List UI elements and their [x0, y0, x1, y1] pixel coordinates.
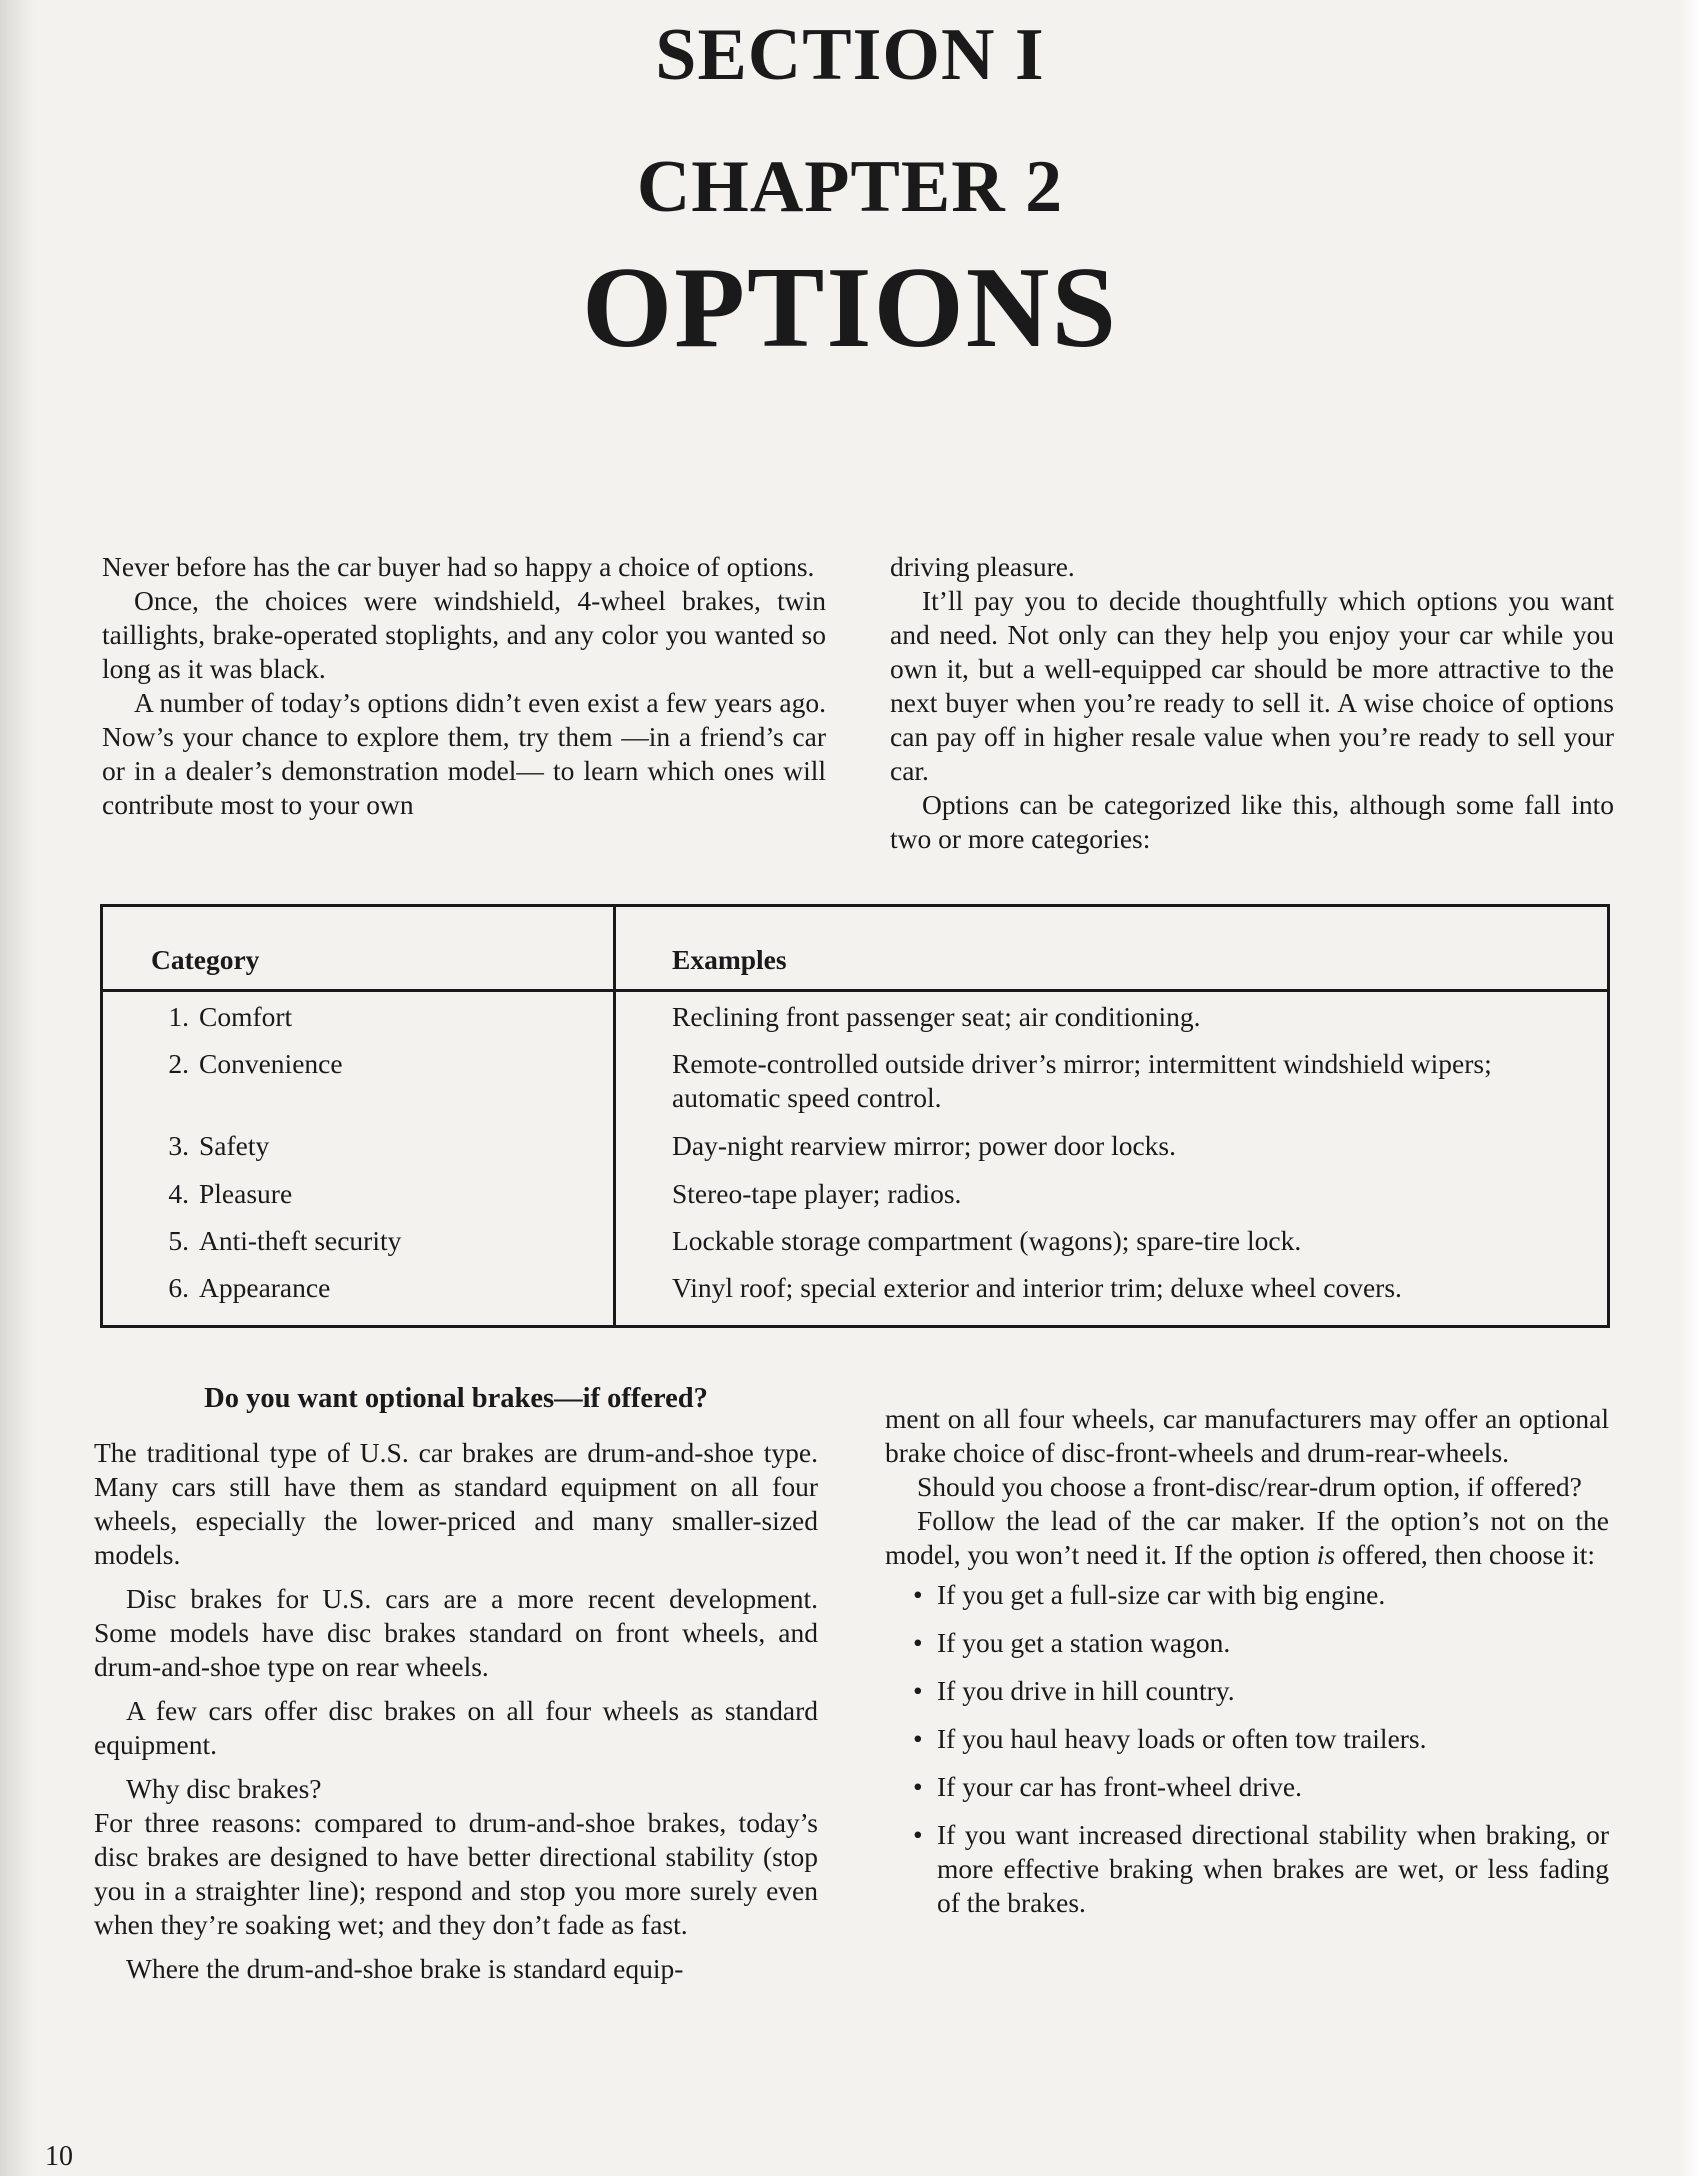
brakes-paragraph: Where the drum-and-shoe brake is standard equip- — [126, 1953, 684, 1984]
category-cell — [102, 1165, 615, 1212]
examples-cell: Vinyl roof; special exterior and interior trim; deluxe wheel covers. — [672, 1272, 1402, 1304]
list-item — [885, 1578, 1609, 1612]
category-name: Convenience — [199, 1048, 343, 1080]
table-row — [102, 1035, 1609, 1117]
page-number: 10 — [45, 2141, 73, 2172]
category-name: Appearance — [199, 1272, 331, 1304]
bullet-icon: • — [913, 1675, 923, 1706]
brakes-text: Follow the lead of the car maker. If the option’s not on the model, you won’t need it. If the option — [885, 1505, 1609, 1570]
list-item — [885, 1770, 1609, 1804]
bullet-icon: • — [913, 1627, 923, 1658]
chapter-header — [0, 14, 1700, 372]
emphasis-word: is — [1316, 1539, 1336, 1570]
brakes-paragraph — [885, 1504, 1609, 1572]
intro-paragraph: Never before has the car buyer had so happy a choice of options. — [102, 551, 815, 582]
category-name: Safety — [199, 1130, 270, 1162]
examples-cell: Reclining front passenger seat; air conditioning. — [672, 1001, 1201, 1032]
examples-cell: Stereo-tape player; radios. — [672, 1177, 962, 1209]
bullet-icon: • — [913, 1723, 923, 1754]
intro-paragraph-continued: driving pleasure. — [890, 551, 1075, 582]
list-item — [885, 1722, 1609, 1756]
brakes-column-right — [885, 1402, 1609, 1934]
intro-paragraph: It’ll pay you to decide thoughtfully which options you want and need. Not only can they help you enjoy your car while you own it, but a well-equipped car should be more attractive to the next buyer when you’re ready to sell it. A wise choice of options can pay off in higher resale value when you’re ready to sell your car. — [890, 585, 1614, 786]
list-item-text: If you get a station wagon. — [937, 1627, 1231, 1658]
list-item-text: If you drive in hill country. — [937, 1675, 1235, 1706]
brakes-paragraph: For three reasons: compared to drum-and-shoe brakes, today’s disc brakes are designed to have better directional stability (stop you in a straighter line); respond and stop you more surely even when they’re soaking wet; and they don’t fade as fast. — [94, 1807, 818, 1940]
list-item-text: If you want increased directional stability when braking, or more effective braking when brakes are wet, or less fading of the brakes. — [937, 1819, 1609, 1918]
intro-paragraph: Once, the choices were windshield, 4-wheel brakes, twin taillights, brake-operated stoplights, and any color you wanted so long as it was black. — [102, 585, 826, 684]
table-row — [102, 991, 1609, 1036]
intro-paragraph: A number of today’s options didn’t even exist a few years ago. Now’s your chance to explore them, try them —in a friend’s car or in a dealer’s demonstration model— to learn which ones will contribute most to your own — [102, 687, 826, 820]
header-examples: Examples — [615, 906, 1609, 991]
intro-paragraph: Options can be categorized like this, although some fall into two or more categories: — [890, 789, 1614, 854]
list-item — [885, 1818, 1609, 1920]
brakes-paragraph-continued: ment on all four wheels, car manufacturers may offer an optional brake choice of disc-front-wheels and drum-rear-wheels. — [885, 1403, 1609, 1468]
category-number: 3. — [168, 1130, 189, 1162]
brakes-column-left — [94, 1382, 818, 1986]
category-number: 4. — [168, 1177, 189, 1209]
category-number: 1. — [168, 1001, 189, 1032]
category-cell — [102, 991, 615, 1036]
category-number: 6. — [168, 1272, 189, 1304]
category-name: Pleasure — [199, 1177, 293, 1209]
brake-reasons-list — [885, 1578, 1609, 1920]
examples-cell: Remote-controlled outside driver’s mirror; intermittent windshield wipers; automatic speed control. — [672, 1048, 1492, 1114]
table-row — [102, 1117, 1609, 1164]
bullet-icon: • — [913, 1579, 923, 1610]
table-row — [102, 1259, 1609, 1326]
chapter-title: OPTIONS — [581, 244, 1119, 372]
category-number: 2. — [168, 1048, 189, 1080]
category-number: 5. — [168, 1224, 189, 1256]
options-table — [100, 904, 1610, 1328]
category-name: Anti-theft security — [199, 1224, 402, 1256]
brakes-heading: Do you want optional brakes—if offered? — [204, 1383, 708, 1414]
category-cell — [102, 1212, 615, 1259]
list-item — [885, 1674, 1609, 1708]
brakes-text: offered, then choose it: — [1342, 1539, 1596, 1570]
bullet-icon: • — [913, 1771, 923, 1802]
category-name: Comfort — [199, 1001, 293, 1032]
examples-cell: Day-night rearview mirror; power door locks. — [672, 1130, 1177, 1162]
brakes-question: Why disc brakes? — [126, 1773, 322, 1804]
intro-column-right — [890, 550, 1614, 856]
table-row — [102, 1212, 1609, 1259]
list-item-text: If you get a full-size car with big engine. — [937, 1579, 1386, 1610]
brakes-paragraph: A few cars offer disc brakes on all four wheels as standard equipment. — [94, 1695, 818, 1760]
table-header-row — [102, 906, 1609, 991]
list-item — [885, 1626, 1609, 1660]
brakes-paragraph: Should you choose a front-disc/rear-drum option, if offered? — [917, 1471, 1582, 1502]
table-row — [102, 1165, 1609, 1212]
intro-column-left — [102, 550, 826, 822]
examples-cell: Lockable storage compartment (wagons); spare-tire lock. — [672, 1224, 1302, 1256]
category-cell — [102, 1259, 615, 1326]
brakes-paragraph: The traditional type of U.S. car brakes are drum-and-shoe type. Many cars still have them as standard equipment on all four wheels, especially the lower-priced and many smaller-sized models. — [94, 1437, 818, 1570]
list-item-text: If your car has front-wheel drive. — [937, 1771, 1302, 1802]
bullet-icon: • — [913, 1819, 923, 1850]
category-cell — [102, 1117, 615, 1164]
list-item-text: If you haul heavy loads or often tow trailers. — [937, 1723, 1427, 1754]
section-heading: SECTION I — [655, 14, 1045, 96]
category-cell — [102, 1035, 615, 1117]
brakes-paragraph: Disc brakes for U.S. cars are a more recent development. Some models have disc brakes standard on front wheels, and drum-and-shoe type on rear wheels. — [94, 1583, 818, 1682]
chapter-heading: CHAPTER 2 — [636, 146, 1064, 228]
header-category: Category — [102, 906, 615, 991]
